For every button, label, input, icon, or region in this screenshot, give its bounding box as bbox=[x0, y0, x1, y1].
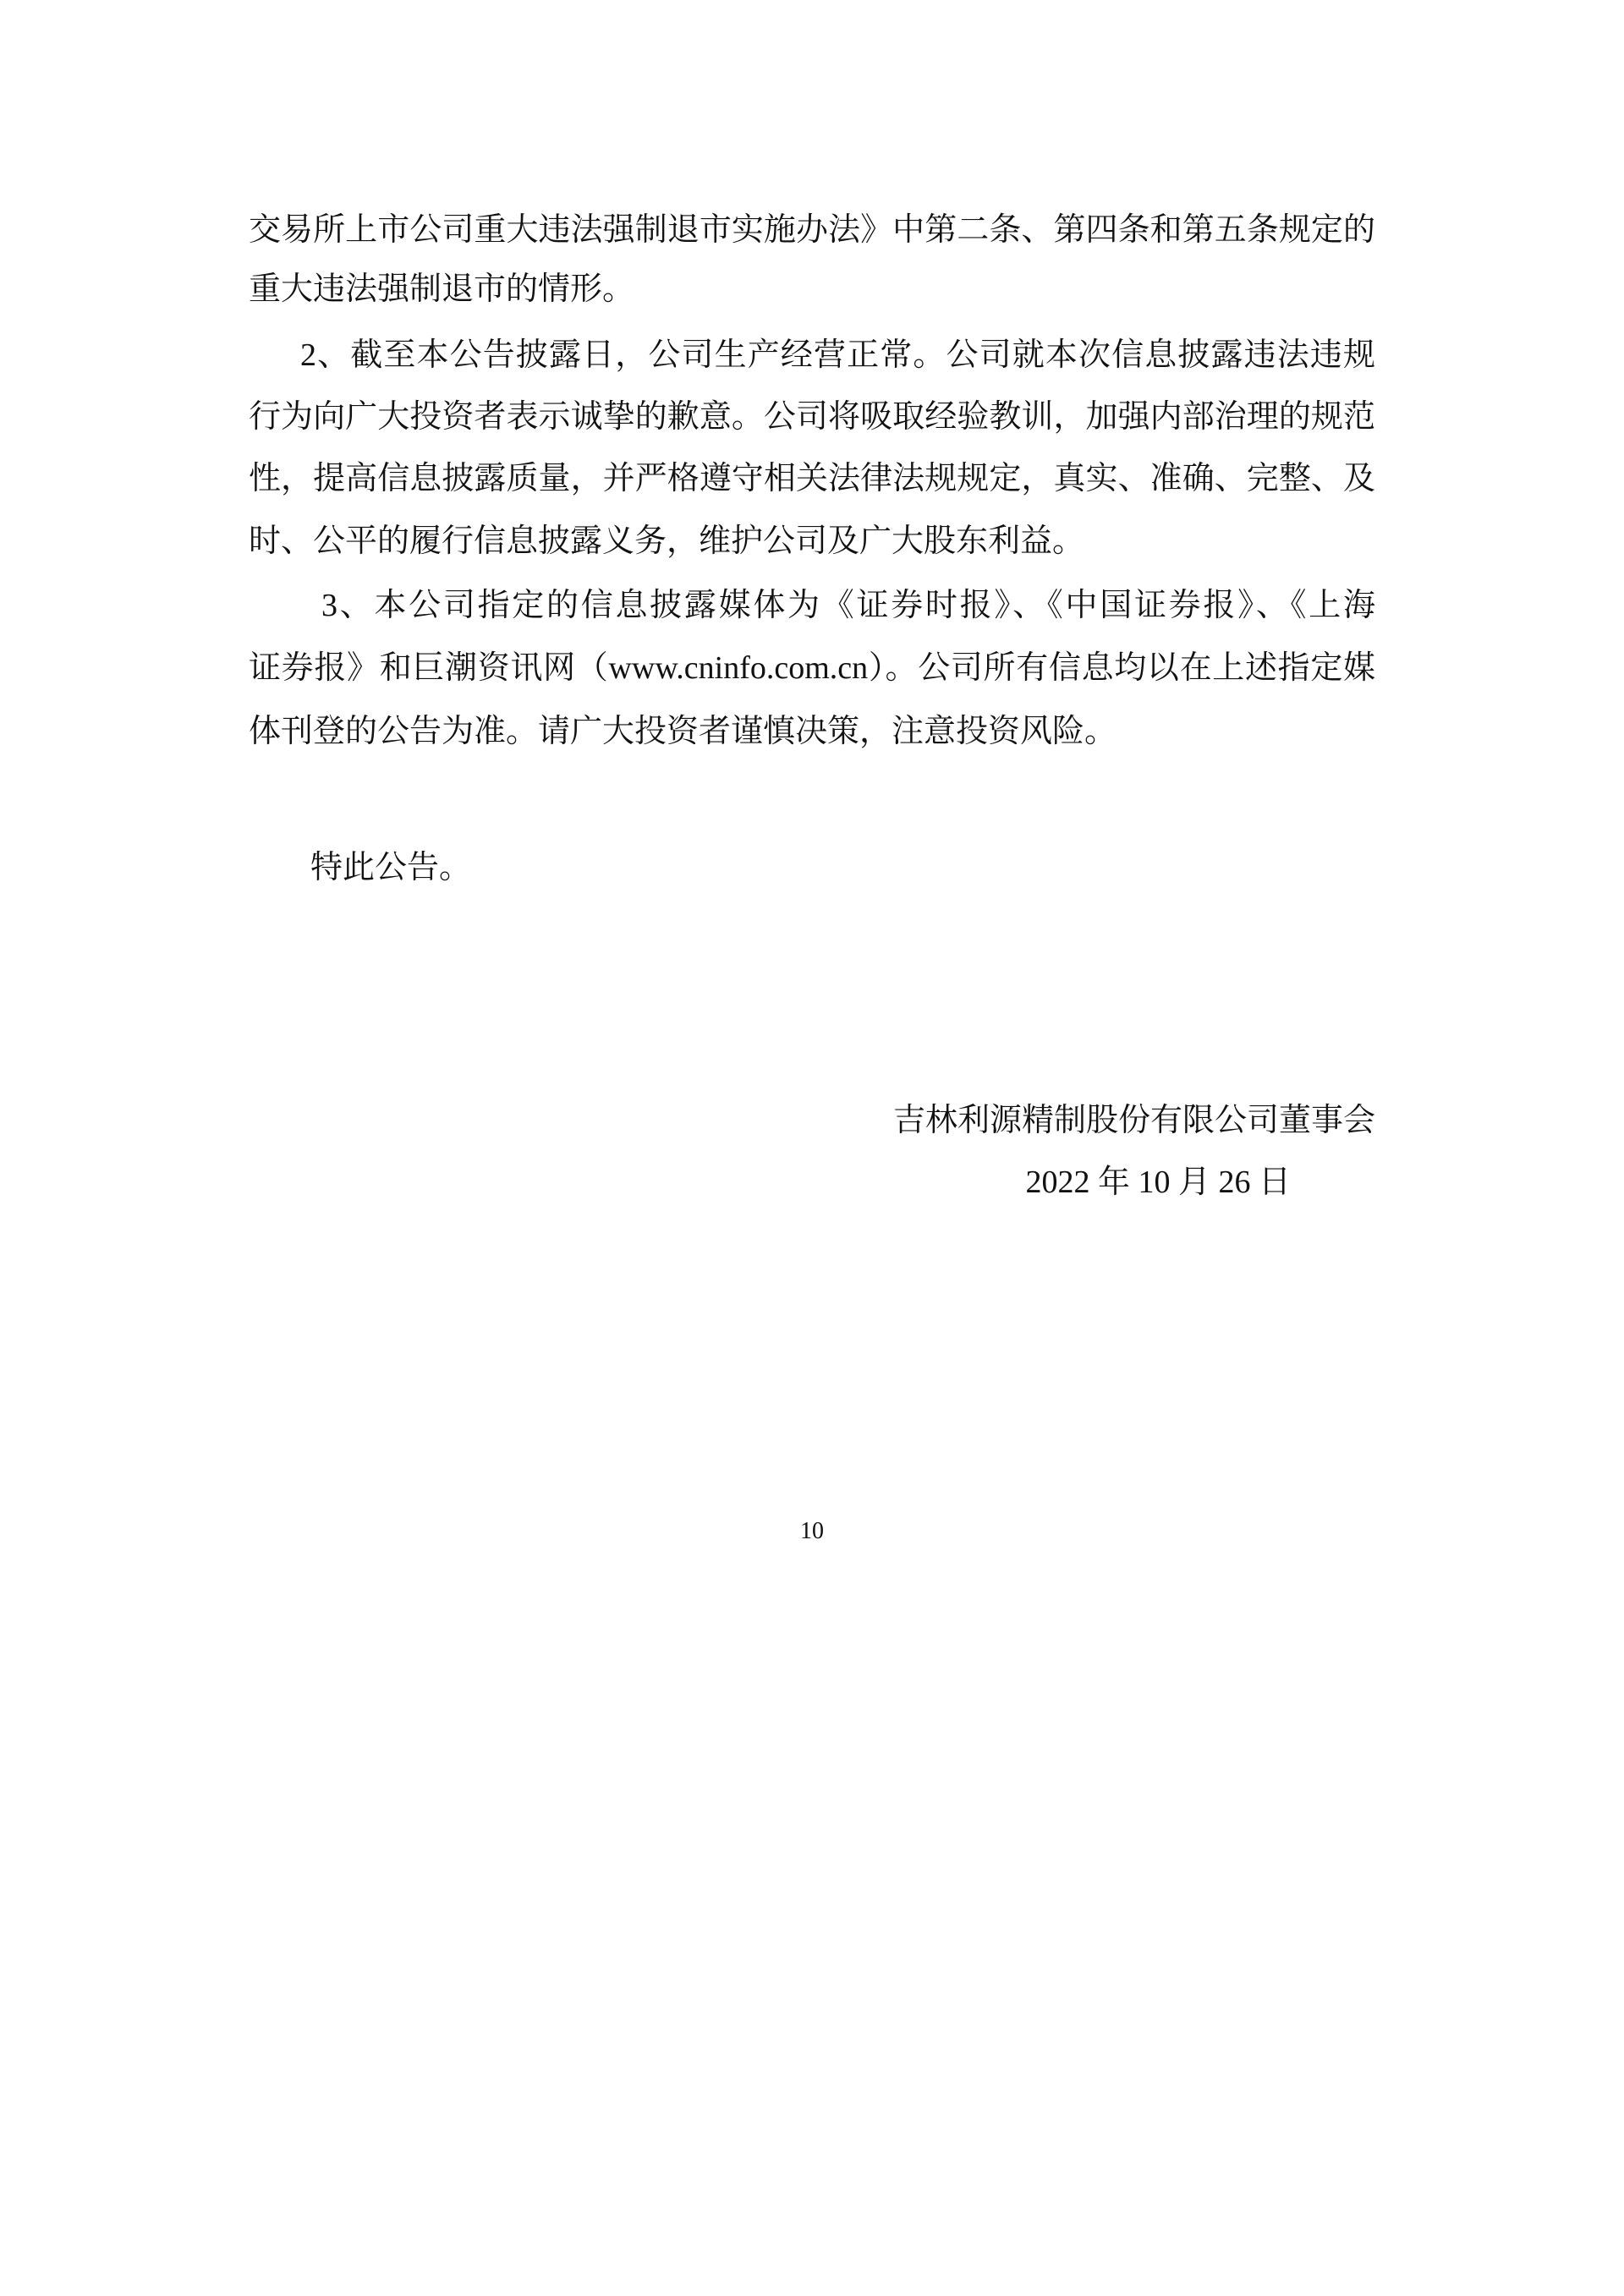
paragraph-2-line-4: 时、公平的履行信息披露义务，维护公司及广大股东利益。 bbox=[249, 523, 1085, 559]
paragraph-3-line-2: 证券报》和巨潮资讯网（www.cninfo.com.cn）。公司所有信息均以在上述指定媒 bbox=[249, 650, 1375, 686]
paragraph-2-line-2: 行为向广大投资者表示诚挚的歉意。公司将吸取经验教训，加强内部治理的规范 bbox=[249, 399, 1375, 435]
paragraph-3-line-3: 体刊登的公告为准。请广大投资者谨慎决策，注意投资风险。 bbox=[249, 714, 1117, 749]
signature-company: 吉林利源精制股份有限公司董事会 bbox=[892, 1103, 1375, 1138]
paragraph-3-line-1: 3、本公司指定的信息披露媒体为《证券时报》、《中国证券报》、《上海 bbox=[321, 588, 1375, 623]
paragraph-1-line-2: 重大违法强制退市的情形。 bbox=[249, 271, 635, 307]
page-number: 10 bbox=[800, 1518, 824, 1544]
signature-date: 2022 年 10 月 26 日 bbox=[1025, 1164, 1291, 1200]
paragraph-1-line-1: 交易所上市公司重大违法强制退市实施办法》中第二条、第四条和第五条规定的 bbox=[249, 212, 1375, 248]
paragraph-2-line-3: 性，提高信息披露质量，并严格遵守相关法律法规规定，真实、准确、完整、及 bbox=[249, 461, 1375, 496]
closing-statement: 特此公告。 bbox=[310, 850, 472, 885]
paragraph-2-line-1: 2、截至本公告披露日，公司生产经营正常。公司就本次信息披露违法违规 bbox=[300, 337, 1375, 373]
